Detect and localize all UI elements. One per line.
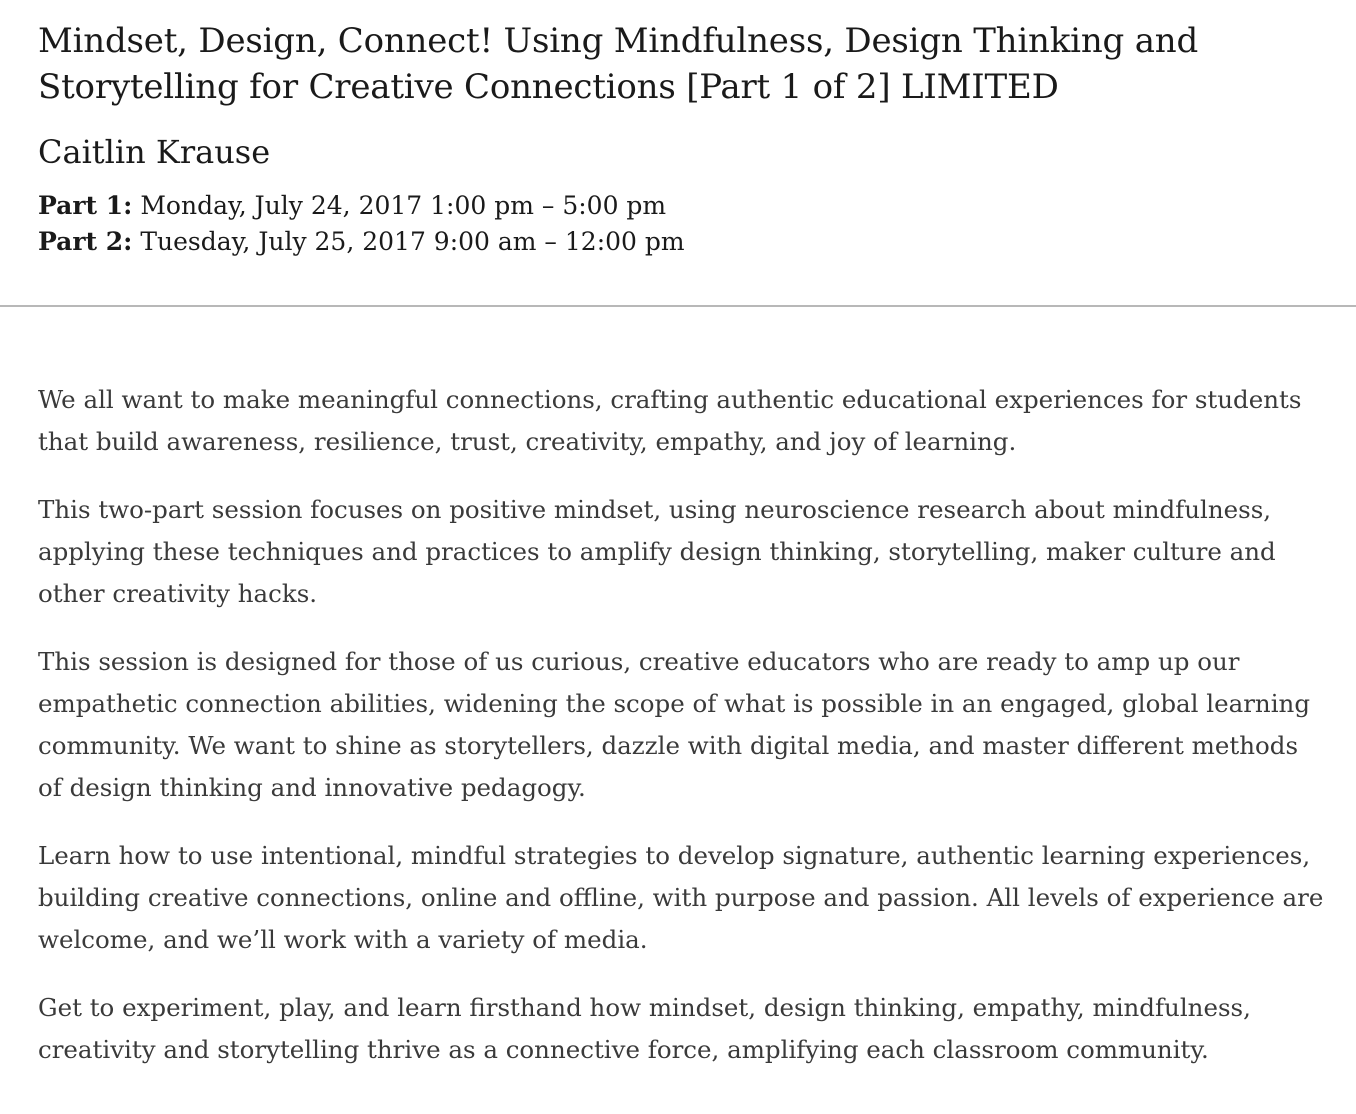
presenter-name: Caitlin Krause [38,133,271,171]
schedule-part-2-label: Part 2: [38,227,133,256]
schedule-part-1-label: Part 1: [38,191,133,220]
description-paragraph-2: This two-part session focuses on positive mindset, using neuroscience research about mindfulness, applying these techniques and practices to amplify design thinking, storytelling, maker culture and other creativity hacks. [38,495,1276,608]
section-divider [0,305,1356,307]
schedule-part-2-time: Tuesday, July 25, 2017 9:00 am – 12:00 pm [132,227,685,256]
description-paragraph-5: Get to experiment, play, and learn firsthand how mindset, design thinking, empathy, mindfulness, creativity and storytelling thrive as a connective force, amplifying each classroom community. [38,993,1251,1064]
schedule-part-1-time: Monday, July 24, 2017 1:00 pm – 5:00 pm [132,191,667,220]
schedule-part-2 [38,224,1318,260]
description-paragraph-1: We all want to make meaningful connections, crafting authentic educational experiences for students that build awareness, resilience, trust, creativity, empathy, and joy of learning. [38,385,1302,456]
event-description [38,379,1328,1097]
event-title: Mindset, Design, Connect! Using Mindfulness, Design Thinking and Storytelling for Creative Connections [Part 1 of 2] LIMITED [38,21,1199,107]
description-paragraph-4: Learn how to use intentional, mindful strategies to develop signature, authentic learning experiences, building creative connections, online and offline, with purpose and passion. All levels of experience are welcome, and we’ll work with a variety of media. [38,841,1324,954]
event-header [0,0,1356,260]
schedule-part-1 [38,188,1318,224]
session-schedule [38,188,1318,260]
description-paragraph-3: This session is designed for those of us curious, creative educators who are ready to amp up our empathetic connection abilities, widening the scope of what is possible in an engaged, global learning community. We want to shine as storytellers, dazzle with digital media, and master different methods of design thinking and innovative pedagogy. [38,647,1311,802]
